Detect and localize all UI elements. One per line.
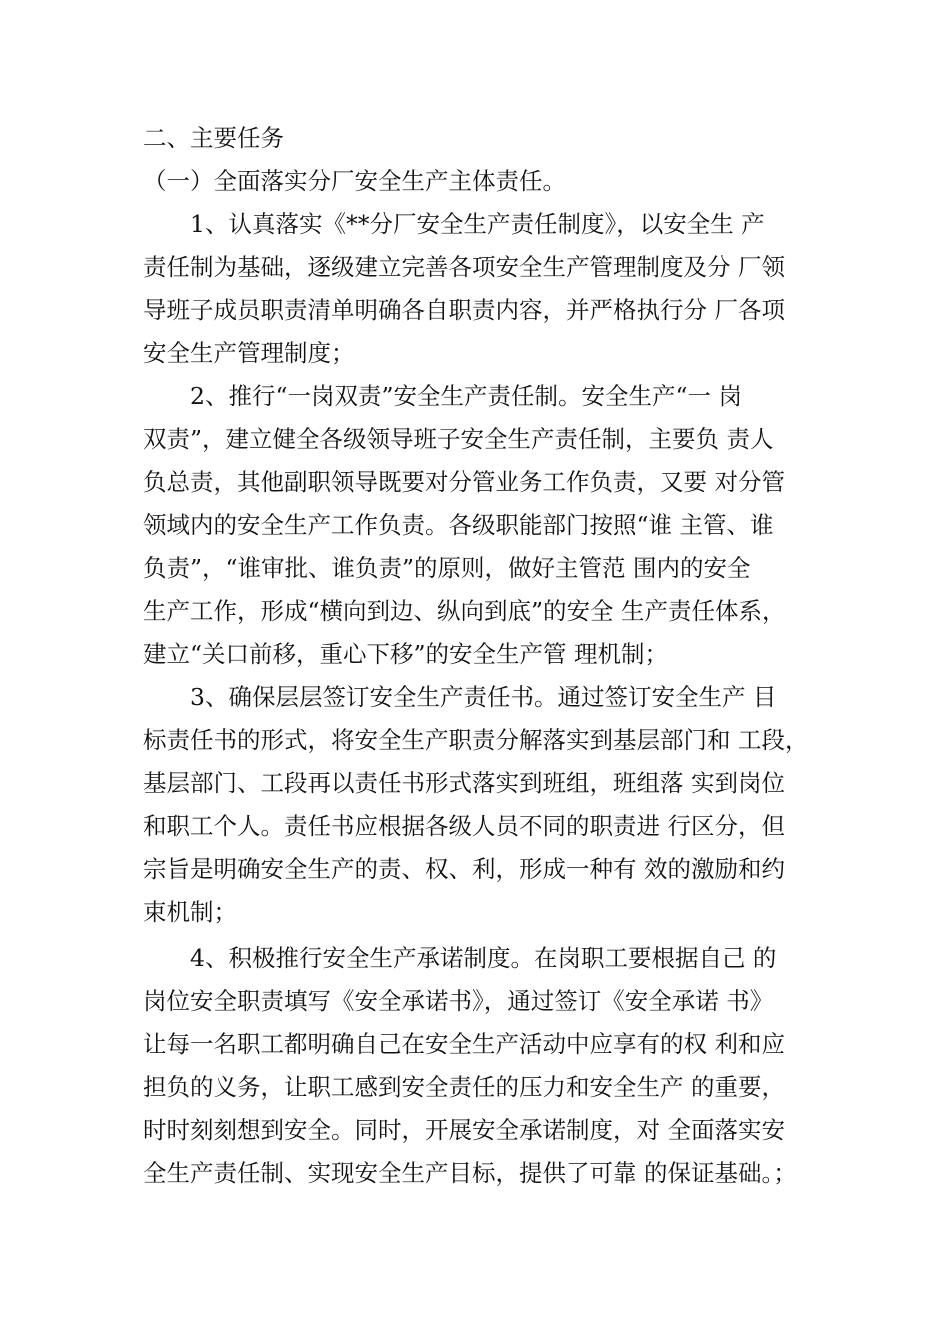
paragraph-line: 宗旨是明确安全生产的责、权、利，形成一种有 效的激励和约 bbox=[143, 855, 785, 883]
paragraph-line: 生产工作，形成“横向到边、纵向到底”的安全 生产责任体系， bbox=[143, 597, 786, 625]
paragraph-line: 责任制为基础，逐级建立完善各项安全生产管理制度及分 厂领 bbox=[143, 253, 785, 281]
paragraph-line: 安全生产管理制度； bbox=[143, 339, 355, 367]
paragraph-line: 双责”，建立健全各级领导班子安全生产责任制，主要负 责人 bbox=[143, 425, 774, 453]
paragraph-line: 建立“关口前移，重心下移”的安全生产管 理机制； bbox=[143, 640, 668, 668]
paragraph-line: 领域内的安全生产工作负责。各级职能部门按照“谁 主管、谁 bbox=[143, 511, 774, 539]
paragraph-line: 束机制； bbox=[143, 898, 237, 926]
paragraph-line: 负总责，其他副职领导既要对分管业务工作负责，又要 对分管 bbox=[143, 468, 785, 496]
paragraph-line: 3、确保层层签订安全生产责任书。通过签订安全生产 目 bbox=[143, 683, 777, 711]
paragraph-line: 标责任书的形式，将安全生产职责分解落实到基层部门和 工段， bbox=[143, 726, 809, 754]
subsection-heading: （一）全面落实分厂安全生产主体责任。 bbox=[143, 167, 566, 195]
paragraph-line: 导班子成员职责清单明确各自职责内容，并严格执行分 厂各项 bbox=[143, 296, 785, 324]
paragraph-line: 全生产责任制、实现安全生产目标，提供了可靠 的保证基础。； bbox=[143, 1159, 797, 1187]
paragraph-line: 时时刻刻想到安全。同时，开展安全承诺制度，对 全面落实安 bbox=[143, 1116, 785, 1144]
paragraph-line: 和职工个人。责任书应根据各级人员不同的职责进 行区分，但 bbox=[143, 812, 785, 840]
paragraph-line: 岗位安全职责填写《安全承诺书》，通过签订《安全承诺 书》 bbox=[143, 987, 774, 1015]
paragraph-line: 让每一名职工都明确自己在安全生产活动中应享有的权 利和应 bbox=[143, 1030, 785, 1058]
paragraph-line: 1、认真落实《**分厂安全生产责任制度》，以安全生 产 bbox=[143, 210, 765, 238]
paragraph-line: 基层部门、工段再以责任书形式落实到班组，班组落 实到岗位 bbox=[143, 769, 785, 797]
paragraph-line: 负责”，“谁审批、谁负责”的原则，做好主管范 围内的安全 bbox=[143, 554, 751, 582]
section-heading: 二、主要任务 bbox=[143, 124, 284, 152]
paragraph-line: 4、积极推行安全生产承诺制度。在岗职工要根据自己 的 bbox=[143, 944, 777, 972]
paragraph-line: 担负的义务，让职工感到安全责任的压力和安全生产 的重要， bbox=[143, 1073, 785, 1101]
paragraph-line: 2、推行“一岗双责”安全生产责任制。安全生产“一 岗 bbox=[143, 382, 742, 410]
